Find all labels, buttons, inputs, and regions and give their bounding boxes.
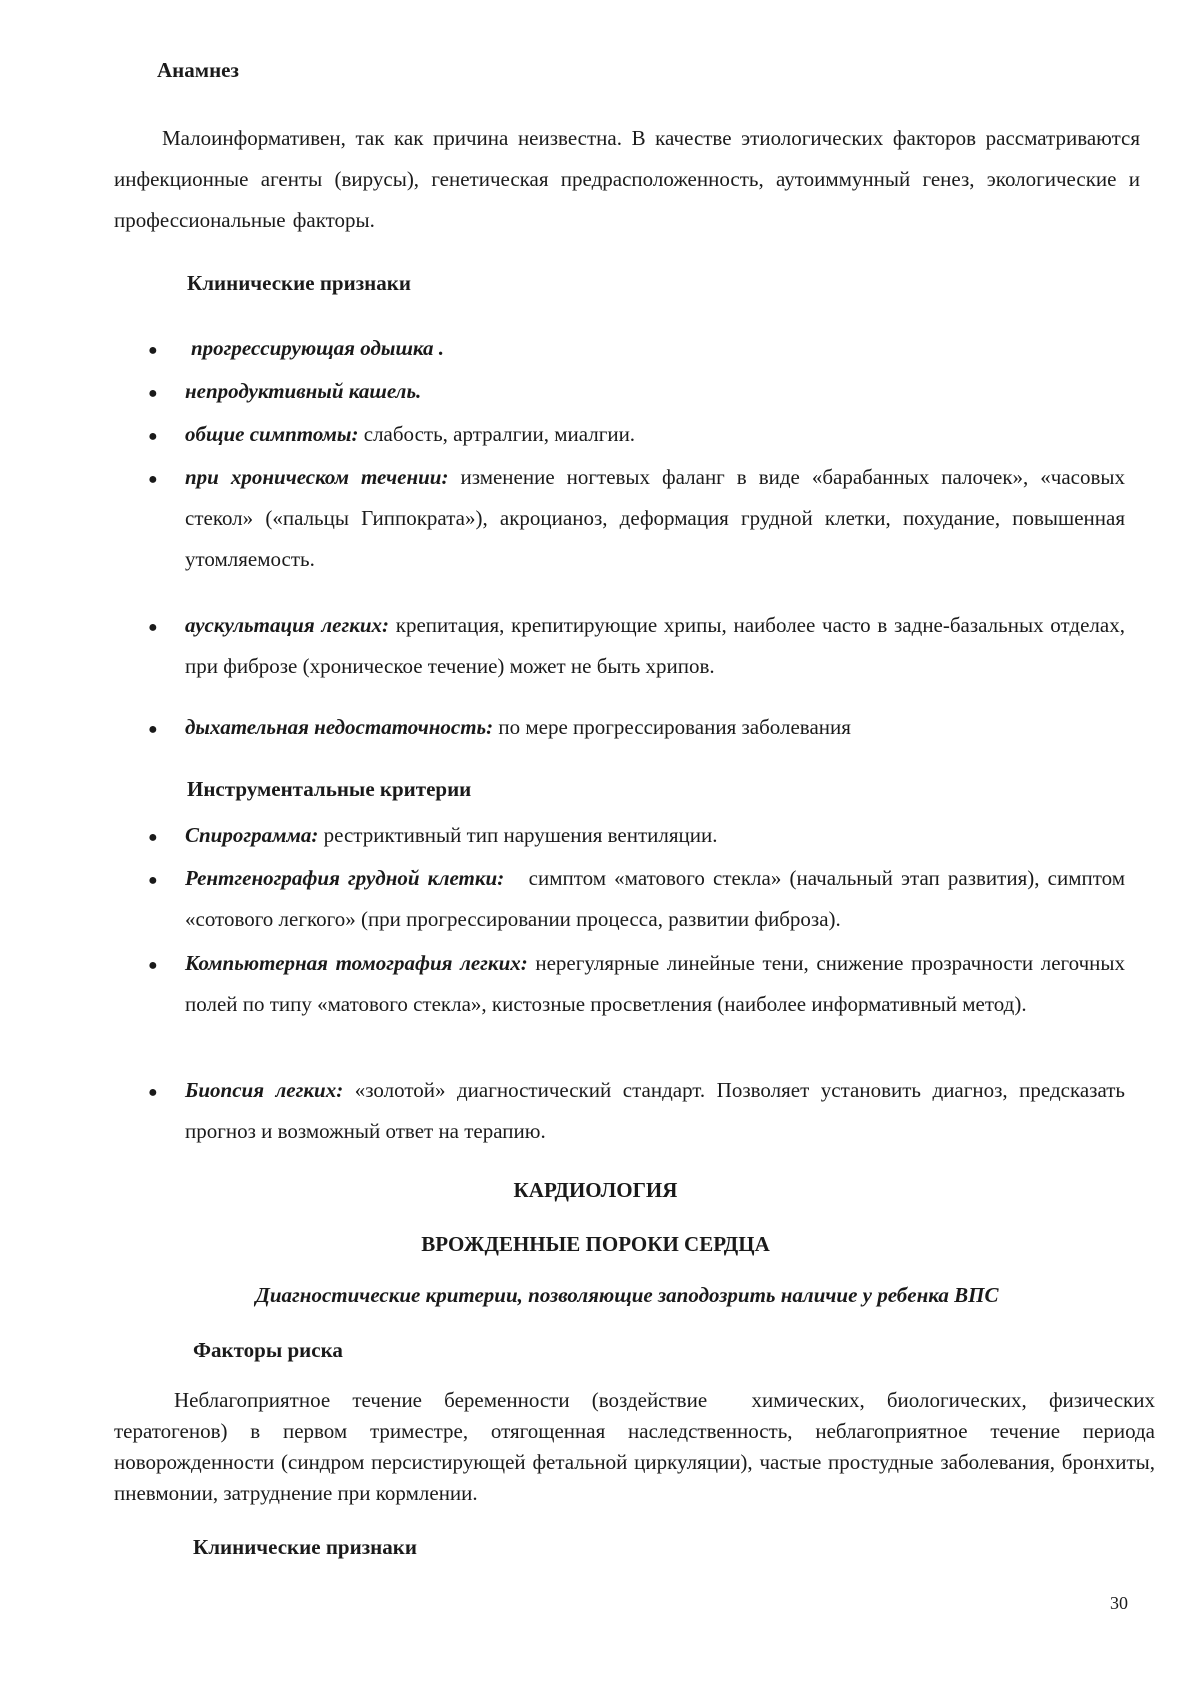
bullet-icon: ● [148,872,158,889]
list-item-term: Рентгенография грудной клетки: [185,866,505,890]
list-item-term: аускультация легких: [185,613,390,637]
page-number: 30 [1110,1593,1128,1613]
anamnesis-text: Малоинформативен, так как причина неизвестна. В качестве этиологических факторов рассматриваются инфекционные агенты (вирусы), генетическая предрасположенность, аутоиммунный генез, экологические и профессиональные факторы. [114,126,1140,232]
list-item-term: Биопсия легких: [185,1078,344,1102]
list-item [185,605,1125,687]
list-item-term: прогрессирующая одышка . [191,336,445,360]
bullet-icon: ● [148,957,158,974]
list-item [185,815,1125,856]
risk-heading: Факторы риска [193,1338,343,1362]
list-item-term: общие симптомы: [185,422,359,446]
bullet-icon: ● [148,619,158,636]
list-item [185,707,1125,748]
list-item [185,371,1125,412]
list-item [185,457,1125,580]
bullet-icon: ● [148,1084,158,1101]
bullet-icon: ● [148,342,158,359]
bullet-icon: ● [148,829,158,846]
list-item-term: Компьютерная томография легких: [185,951,528,975]
list-item-text: рестриктивный тип нарушения вентиляции. [318,823,718,847]
list-item [185,1070,1125,1152]
list-item-term: дыхательная недостаточность: [185,715,494,739]
bullet-icon: ● [148,385,158,402]
italic-heading: Диагностические критерии, позволяющие заподозрить наличие у ребенка ВПС [255,1283,999,1307]
section-subtitle: ВРОЖДЕННЫЕ ПОРОКИ СЕРДЦА [421,1232,770,1256]
list-item [185,858,1131,940]
list-item-text: «золотой» диагностический стандарт. Позволяет установить диагноз, предсказать прогноз и возможный ответ на терапию. [185,1078,1125,1143]
risk-text: Неблагоприятное течение беременности (воздействие химических, биологических, физических тератогенов) в первом триместре, отягощенная наследственность, неблагоприятное течение периода новорожденности (синдром персистирующей фетальной циркуляции), частые простудные заболевания, бронхиты, пневмонии, затруднение при кормлении. [114,1388,1161,1505]
anamnesis-heading: Анамнез [157,58,239,82]
clinical-heading-2: Клинические признаки [193,1535,417,1559]
list-item [185,943,1125,1025]
bullet-icon: ● [148,471,158,488]
list-item-term: при хроническом течении: [185,465,449,489]
clinical-heading: Клинические признаки [187,271,411,295]
bullet-icon: ● [148,721,158,738]
list-item-term: непродуктивный кашель. [185,379,422,403]
section-title: КАРДИОЛОГИЯ [513,1178,678,1202]
list-item-term: Спирограмма: [185,823,319,847]
list-item-text: нерегулярные линейные тени, снижение прозрачности легочных полей по типу «матового стекла», кистозные просветления (наиболее информативный метод). [185,951,1125,1016]
list-item [185,414,1125,455]
list-item-text: крепитация, крепитирующие хрипы, наиболее часто в задне-базальных отделах, при фиброзе (хроническое течение) может не быть хрипов. [185,613,1125,678]
list-item-text: по мере прогрессирования заболевания [493,715,851,739]
instrumental-heading: Инструментальные критерии [187,777,472,801]
list-item-text: слабость, артралгии, миалгии. [358,422,636,446]
list-item-text: симптом «матового стекла» (начальный этап развития), симптом «сотового легкого» (при прогрессировании процесса, развитии фиброза). [185,866,1131,931]
bullet-icon: ● [148,428,158,445]
list-item-text: изменение ногтевых фаланг в виде «барабанных палочек», «часовых стекол» («пальцы Гиппократа»), акроцианоз, деформация грудной клетки, похудание, повышенная утомляемость. [185,465,1125,571]
list-item [185,328,1125,369]
